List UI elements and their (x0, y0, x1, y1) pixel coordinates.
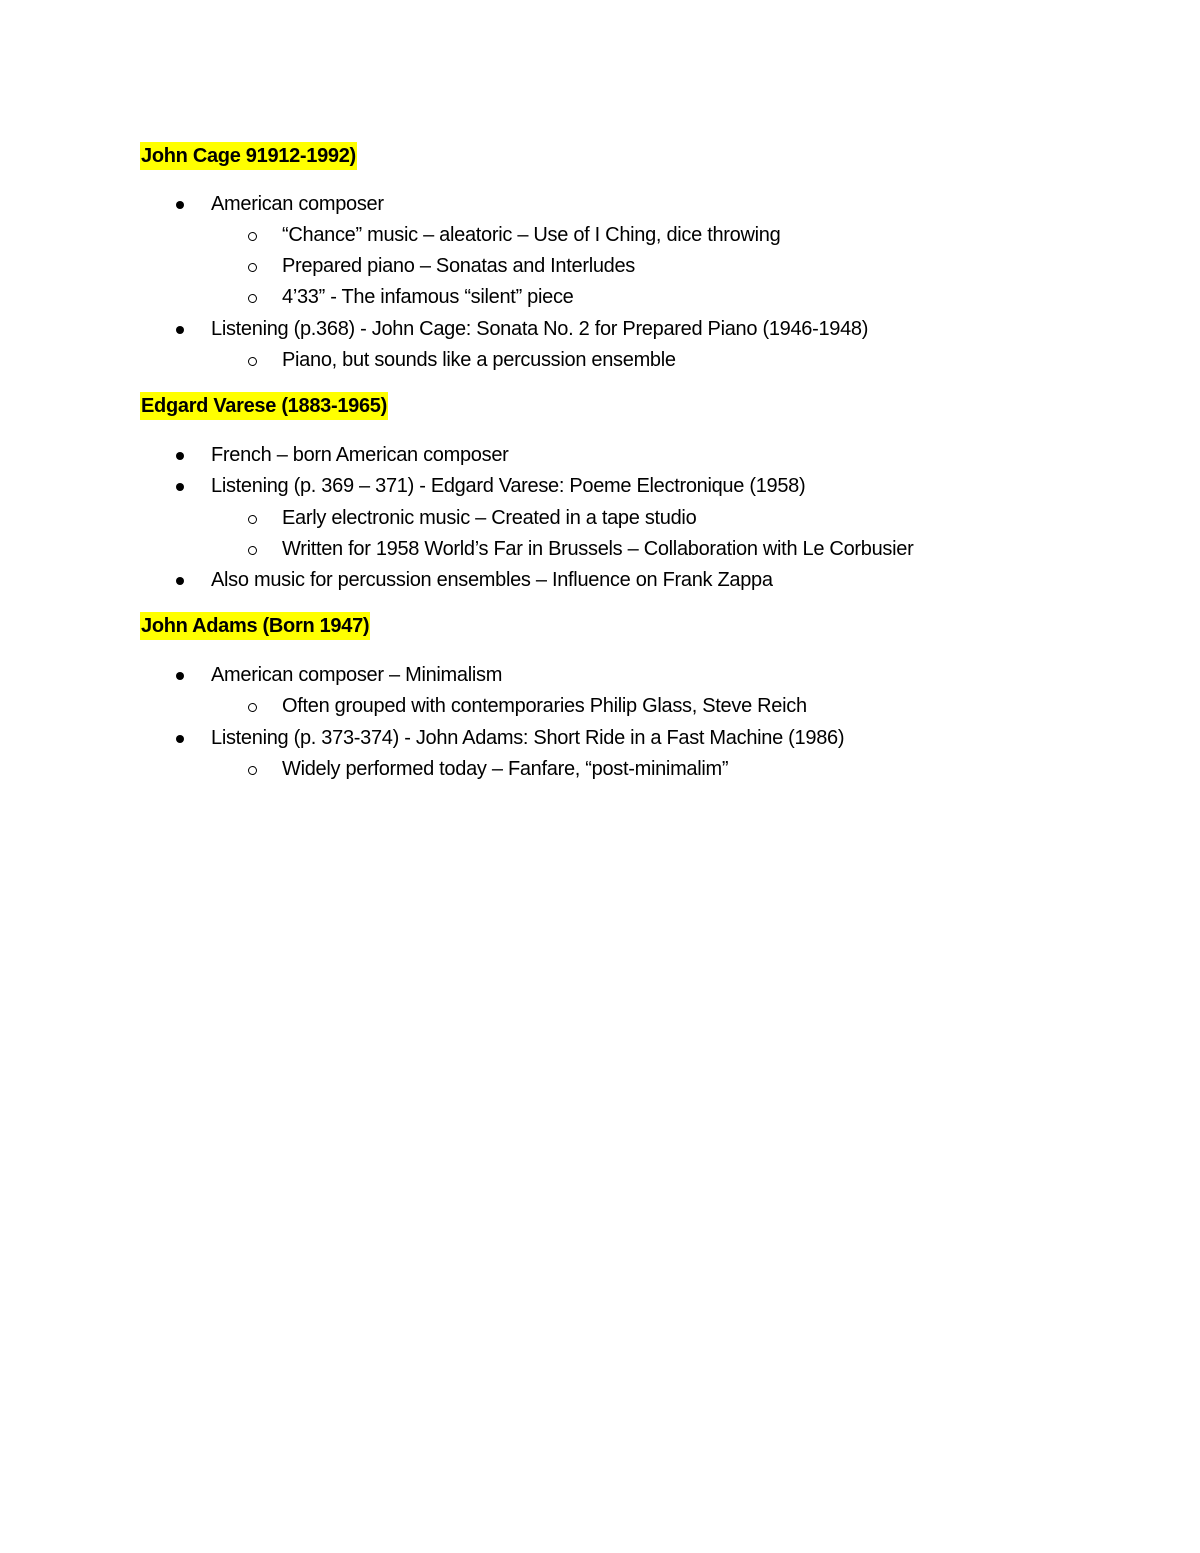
section-heading-wrap (140, 612, 370, 642)
circle-bullet-icon (248, 703, 257, 712)
list-item-text: Widely performed today – Fanfare, “post-minimalim” (282, 758, 729, 780)
circle-bullet-icon (248, 546, 257, 555)
list-item-text: 4’33” - The infamous “silent” piece (282, 286, 574, 308)
circle-bullet-icon (248, 515, 257, 524)
list-item-text: Listening (p. 373-374) - John Adams: Short Ride in a Fast Machine (1986) (211, 727, 845, 749)
bullet-icon (176, 483, 184, 491)
circle-bullet-icon (248, 294, 257, 303)
section-heading-wrap (140, 392, 388, 422)
section-heading: John Adams (Born 1947) (140, 612, 370, 640)
list-item-text: Listening (p. 369 – 371) - Edgard Varese: Poeme Electronique (1958) (211, 475, 806, 497)
circle-bullet-icon (248, 232, 257, 241)
list-item-text: Listening (p.368) - John Cage: Sonata No. 2 for Prepared Piano (1946-1948) (211, 318, 869, 340)
bullet-icon (176, 577, 184, 585)
bullet-icon (176, 326, 184, 334)
bullet-icon (176, 452, 184, 460)
list-item-text: Often grouped with contemporaries Philip Glass, Steve Reich (282, 695, 807, 717)
list-item-text: Written for 1958 World’s Far in Brussels – Collaboration with Le Corbusier (282, 538, 914, 560)
circle-bullet-icon (248, 263, 257, 272)
list-item-text: American composer – Minimalism (211, 664, 503, 686)
section-heading: Edgard Varese (1883-1965) (140, 392, 388, 420)
list-item-text: “Chance” music – aleatoric – Use of I Ching, dice throwing (282, 224, 781, 246)
bullet-icon (176, 201, 184, 209)
section-heading-wrap (140, 142, 357, 172)
list-item-text: Piano, but sounds like a percussion ensemble (282, 349, 676, 371)
list-item-text: Early electronic music – Created in a tape studio (282, 507, 697, 529)
list-item-text: Also music for percussion ensembles – Influence on Frank Zappa (211, 569, 773, 591)
section-heading: John Cage 91912-1992) (140, 142, 357, 170)
bullet-icon (176, 735, 184, 743)
bullet-icon (176, 672, 184, 680)
circle-bullet-icon (248, 357, 257, 366)
list-item-text: Prepared piano – Sonatas and Interludes (282, 255, 636, 277)
list-item-text: American composer (211, 193, 384, 215)
list-item-text: French – born American composer (211, 444, 509, 466)
circle-bullet-icon (248, 766, 257, 775)
